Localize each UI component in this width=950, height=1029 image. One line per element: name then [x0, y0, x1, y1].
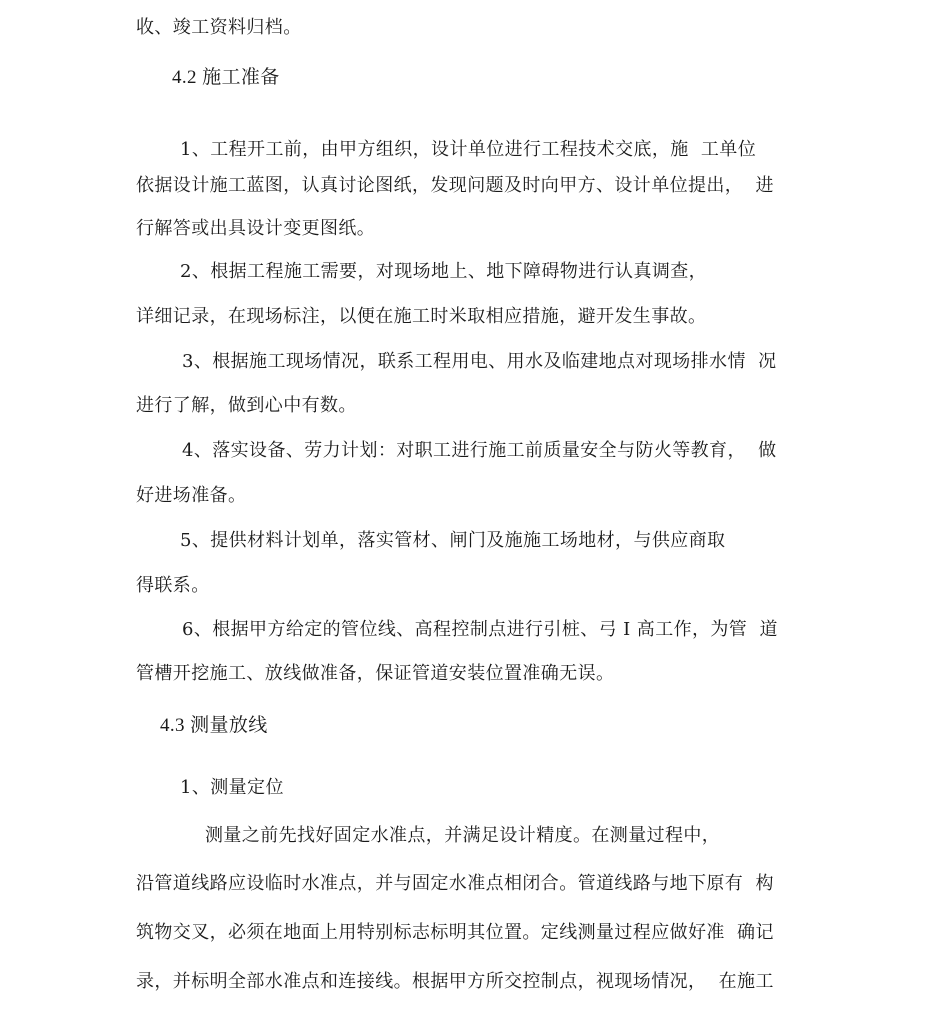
text-line: 好进场准备。 [136, 485, 247, 506]
text-line: 管槽开挖施工、放线做准备，保证管道安装位置准确无误。 [136, 663, 615, 684]
text-line: 测量之前先找好固定水准点，并满足设计精度。在测量过程中， [205, 825, 721, 846]
text-line: 6、根据甲方给定的管位线、高程控制点进行引桩、弓 I 高工作，为管 道 [182, 619, 778, 640]
text-line: 依据设计施工蓝图，认真讨论图纸，发现问题及时向甲方、设计单位提出， 进 [136, 175, 774, 196]
text-line: 1、测量定位 [180, 777, 284, 798]
text-line: 得联系。 [136, 575, 210, 596]
text-line: 详细记录，在现场标注，以便在施工时米取相应措施，避开发生事故。 [136, 306, 707, 327]
text-line: 2、根据工程施工需要，对现场地上、地下障碍物进行认真调查， [180, 261, 708, 282]
text-line: 1、工程开工前，由甲方组织，设计单位进行工程技术交底，施 工单位 [180, 139, 757, 160]
text-line: 收、竣工资料归档。 [136, 17, 302, 38]
text-line: 5、提供材料计划单，落实管材、闸门及施施工场地材，与供应商取 [180, 530, 726, 551]
section-heading: 4.2 施工准备 [172, 67, 280, 88]
section-heading: 4.3 测量放线 [160, 715, 268, 736]
text-line: 沿管道线路应设临时水准点，并与固定水准点相闭合。管道线路与地下原有 构 [136, 873, 774, 894]
text-line: 进行了解，做到心中有数。 [136, 395, 357, 416]
text-line: 4、落实设备、劳力计划：对职工进行施工前质量安全与防火等教育， 做 [182, 440, 777, 461]
text-line: 录，并标明全部水准点和连接线。根据甲方所交控制点，视现场情况， 在施工 [136, 971, 774, 992]
text-line: 3、根据施工现场情况，联系工程用电、用水及临建地点对现场排水情 况 [182, 351, 777, 372]
text-line: 筑物交叉，必须在地面上用特别标志标明其位置。定线测量过程应做好准 确记 [136, 922, 774, 943]
text-line: 行解答或出具设计变更图纸。 [136, 218, 376, 239]
